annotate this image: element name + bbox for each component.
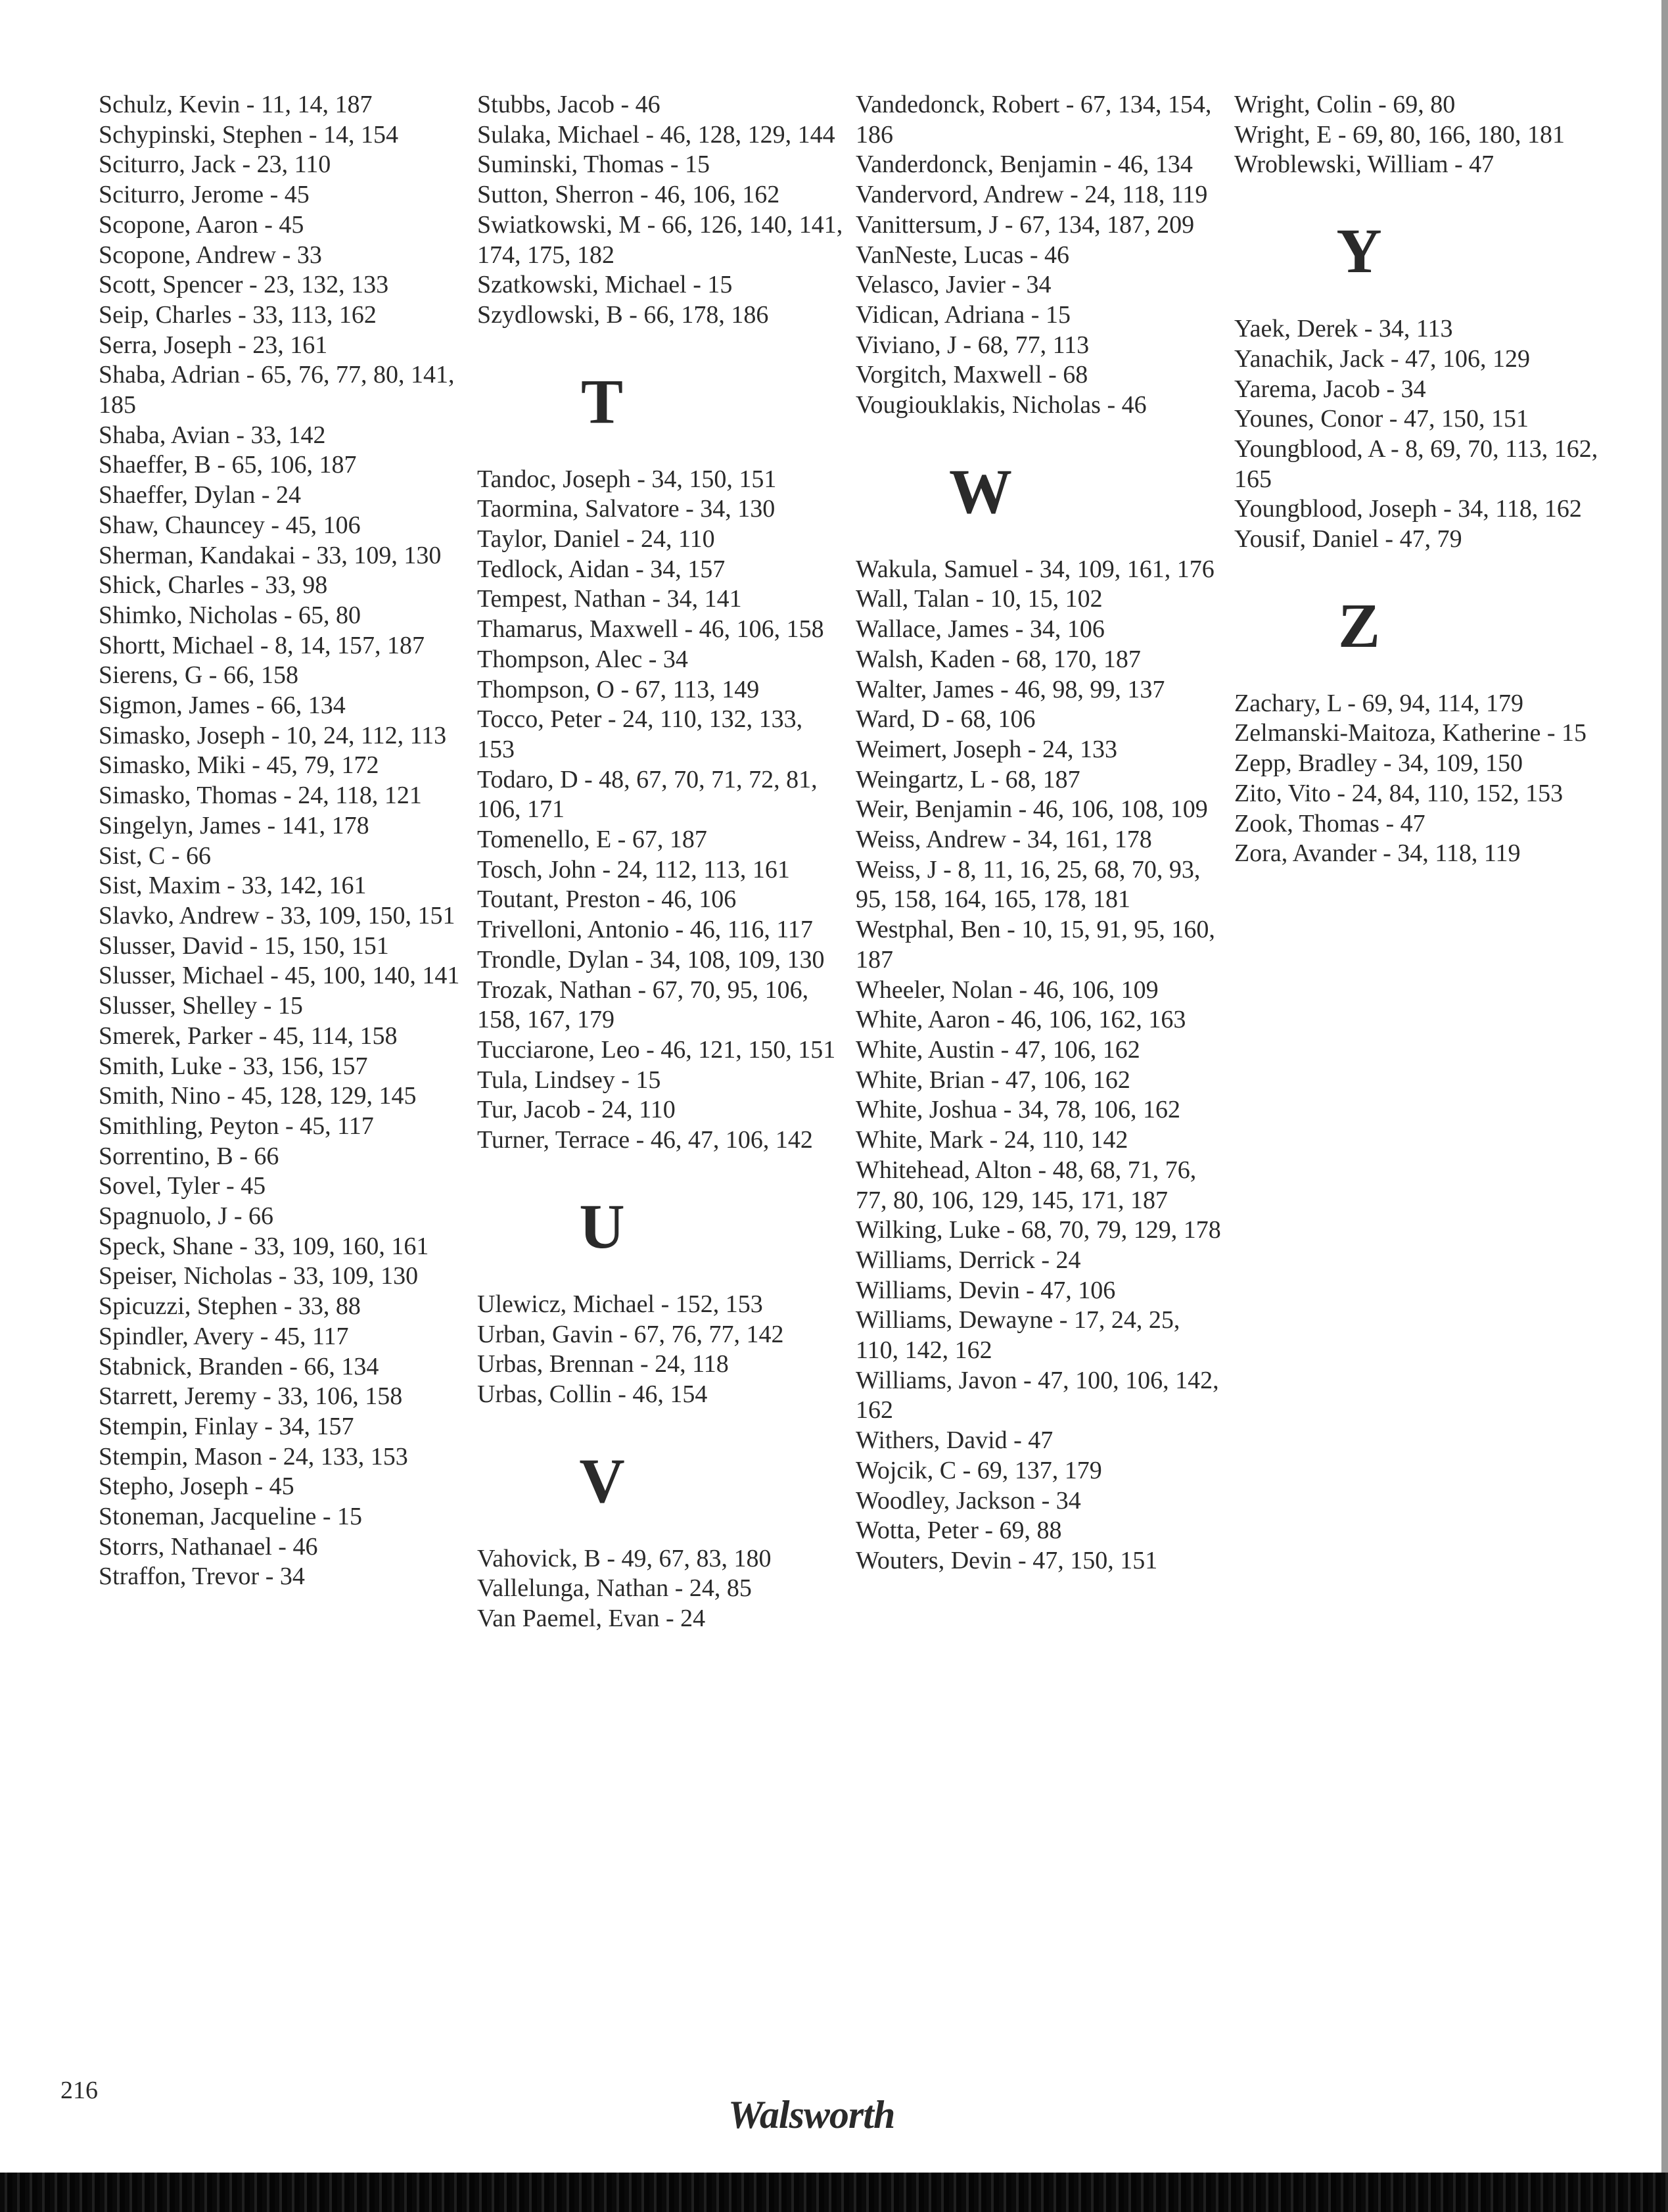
index-entry: Thompson, Alec - 34 [477, 645, 688, 673]
index-entry: Wheeler, Nolan - 46, 106, 109 [856, 976, 1159, 1004]
index-entry: Vougiouklakis, Nicholas - 46 [856, 391, 1147, 419]
index-entry: Wouters, Devin - 47, 150, 151 [856, 1546, 1158, 1574]
index-entry: Simasko, Miki - 45, 79, 172 [99, 751, 379, 780]
index-entry: Todaro, D - 48, 67, 70, 71, 72, 81, 106, 171 [477, 765, 818, 824]
index-entry: Vallelunga, Nathan - 24, 85 [477, 1574, 752, 1603]
index-entry: Trozak, Nathan - 67, 70, 95, 106, 158, 167, 179 [477, 976, 809, 1034]
index-entry: Suminski, Thomas - 15 [477, 151, 710, 179]
index-entry: Weimert, Joseph - 24, 133 [856, 735, 1117, 763]
index-entry: Yanachik, Jack - 47, 106, 129 [1234, 344, 1530, 373]
index-entry: Youngblood, A - 8, 69, 70, 113, 162, 165 [1234, 435, 1598, 493]
index-entry: Zepp, Bradley - 34, 109, 150 [1234, 749, 1523, 778]
index-entry: Tosch, John - 24, 112, 113, 161 [477, 855, 790, 883]
index-entry: Scott, Spencer - 23, 132, 133 [99, 271, 389, 299]
index-entry: Vandedonck, Robert - 67, 134, 154, 186 [856, 91, 1212, 149]
index-entry: Tucciarone, Leo - 46, 121, 150, 151 [477, 1035, 836, 1064]
index-entry: Van Paemel, Evan - 24 [477, 1605, 706, 1633]
index-entry: Weir, Benjamin - 46, 106, 108, 109 [856, 795, 1208, 824]
index-entry: Speck, Shane - 33, 109, 160, 161 [99, 1232, 429, 1260]
index-entry: Smithling, Peyton - 45, 117 [99, 1112, 374, 1140]
index-entry: Szatkowski, Michael - 15 [477, 271, 733, 299]
index-entry: Singelyn, James - 141, 178 [99, 811, 369, 839]
index-entry: Vorgitch, Maxwell - 68 [856, 361, 1088, 389]
index-entry: Swiatkowski, M - 66, 126, 140, 141, 174, 175, 182 [477, 210, 843, 269]
index-entry: Simasko, Joseph - 10, 24, 112, 113 [99, 721, 447, 749]
index-entry: Scopone, Aaron - 45 [99, 210, 304, 239]
index-entry: Tandoc, Joseph - 34, 150, 151 [477, 465, 777, 493]
index-entry: Taormina, Salvatore - 34, 130 [477, 495, 776, 523]
index-entry: Schulz, Kevin - 11, 14, 187 [99, 91, 373, 118]
index-entry: Whitehead, Alton - 48, 68, 71, 76, 77, 80, 106, 129, 145, 171, 187 [856, 1156, 1197, 1214]
index-entry: Vanderdonck, Benjamin - 46, 134 [856, 151, 1193, 179]
index-entry: Storrs, Nathanael - 46 [99, 1532, 318, 1561]
index-entry: Sierens, G - 66, 158 [99, 661, 298, 690]
section-letter-heading: Y [1336, 216, 1382, 287]
index-entry: Shaba, Adrian - 65, 76, 77, 80, 141, 185 [99, 361, 455, 419]
index-entry: White, Aaron - 46, 106, 162, 163 [856, 1006, 1186, 1034]
index-entry: Woodley, Jackson - 34 [856, 1486, 1081, 1515]
index-entry: Weiss, Andrew - 34, 161, 178 [856, 826, 1152, 854]
index-entry: Zora, Avander - 34, 118, 119 [1234, 839, 1521, 868]
index-entry: White, Mark - 24, 110, 142 [856, 1126, 1128, 1154]
index-entry: Speiser, Nicholas - 33, 109, 130 [99, 1262, 419, 1290]
index-entry: Tur, Jacob - 24, 110 [477, 1096, 676, 1124]
index-entry: Sherman, Kandakai - 33, 109, 130 [99, 541, 442, 569]
index-entry: Zito, Vito - 24, 84, 110, 152, 153 [1234, 779, 1564, 807]
index-column-2 [477, 90, 845, 1634]
index-entry: Slusser, Michael - 45, 100, 140, 141 [99, 962, 460, 990]
index-entry: Younes, Conor - 47, 150, 151 [1234, 405, 1529, 433]
index-entry: Shick, Charles - 33, 98 [99, 571, 328, 600]
index-entry: Stubbs, Jacob - 46 [477, 91, 660, 118]
index-entry: Shimko, Nicholas - 65, 80 [99, 601, 361, 629]
index-entry: Yaek, Derek - 34, 113 [1234, 315, 1453, 343]
index-entry: Sulaka, Michael - 46, 128, 129, 144 [477, 120, 835, 149]
index-entry: Weingartz, L - 68, 187 [856, 765, 1080, 793]
index-entry: Sovel, Tyler - 45 [99, 1172, 266, 1200]
index-entry: Schypinski, Stephen - 14, 154 [99, 120, 398, 149]
index-entry: Simasko, Thomas - 24, 118, 121 [99, 782, 422, 810]
index-entry: Thompson, O - 67, 113, 149 [477, 675, 760, 703]
index-entry: Stempin, Mason - 24, 133, 153 [99, 1442, 408, 1471]
index-entry: White, Joshua - 34, 78, 106, 162 [856, 1096, 1180, 1124]
index-entry: Vidican, Adriana - 15 [856, 300, 1071, 329]
index-entry: Serra, Joseph - 23, 161 [99, 331, 328, 359]
section-letter-heading: U [579, 1190, 625, 1261]
index-entry: Sist, C - 66 [99, 841, 212, 870]
index-entry: Yarema, Jacob - 34 [1234, 375, 1426, 403]
index-entry: Tedlock, Aidan - 34, 157 [477, 555, 726, 583]
index-entry: Shaw, Chauncey - 45, 106 [99, 511, 361, 539]
index-entry: Tempest, Nathan - 34, 141 [477, 585, 742, 613]
index-entry: Scopone, Andrew - 33 [99, 241, 322, 269]
index-column-3 [856, 90, 1224, 1576]
index-entry: Smerek, Parker - 45, 114, 158 [99, 1022, 398, 1050]
index-entry: Spicuzzi, Stephen - 33, 88 [99, 1292, 361, 1321]
section-letter-heading: V [579, 1445, 625, 1516]
index-entry: Sciturro, Jerome - 45 [99, 181, 310, 209]
index-entry: Wojcik, C - 69, 137, 179 [856, 1456, 1102, 1484]
index-entry: Sigmon, James - 66, 134 [99, 692, 346, 720]
index-entry: Toutant, Preston - 46, 106 [477, 885, 737, 914]
index-entry: Taylor, Daniel - 24, 110 [477, 525, 715, 553]
index-entry: Youngblood, Joseph - 34, 118, 162 [1234, 495, 1582, 523]
index-entry: Wall, Talan - 10, 15, 102 [856, 585, 1103, 613]
index-entry: Smith, Luke - 33, 156, 157 [99, 1052, 368, 1080]
index-entry: Szydlowski, B - 66, 178, 186 [477, 300, 769, 329]
index-entry: Shaeffer, Dylan - 24 [99, 481, 302, 509]
index-entry: Urbas, Collin - 46, 154 [477, 1380, 708, 1408]
index-entry: Zook, Thomas - 47 [1234, 809, 1425, 837]
index-entry: Sist, Maxim - 33, 142, 161 [99, 872, 367, 900]
index-entry: Walsh, Kaden - 68, 170, 187 [856, 645, 1141, 673]
section-letter-heading: W [949, 456, 1012, 527]
index-entry: Zelmanski-Maitoza, Katherine - 15 [1234, 719, 1587, 747]
index-entry: White, Brian - 47, 106, 162 [856, 1066, 1130, 1094]
index-column-4 [1234, 90, 1602, 869]
index-entry: Starrett, Jeremy - 33, 106, 158 [99, 1382, 403, 1411]
index-entry: Shaeffer, B - 65, 106, 187 [99, 451, 357, 479]
index-entry: Williams, Derrick - 24 [856, 1246, 1081, 1274]
index-entry: VanNeste, Lucas - 46 [856, 241, 1070, 269]
index-entry: Wakula, Samuel - 34, 109, 161, 176 [856, 555, 1215, 583]
page-number: 216 [60, 2077, 98, 2104]
index-entry: Vandervord, Andrew - 24, 118, 119 [856, 181, 1208, 209]
index-column-1 [99, 90, 467, 1592]
index-entry: Stoneman, Jacqueline - 15 [99, 1503, 363, 1531]
index-entry: Walter, James - 46, 98, 99, 137 [856, 675, 1165, 703]
publisher-logo: Walsworth [728, 2093, 895, 2136]
index-entry: Turner, Terrace - 46, 47, 106, 142 [477, 1126, 813, 1154]
index-entry: Westphal, Ben - 10, 15, 91, 95, 160, 187 [856, 916, 1215, 974]
index-entry: Williams, Javon - 47, 100, 106, 142, 162 [856, 1366, 1219, 1424]
index-entry: Wroblewski, William - 47 [1234, 151, 1494, 179]
index-entry: Urban, Gavin - 67, 76, 77, 142 [477, 1320, 784, 1348]
index-entry: Stepho, Joseph - 45 [99, 1472, 294, 1501]
index-entry: Sutton, Sherron - 46, 106, 162 [477, 181, 780, 209]
index-entry: Williams, Devin - 47, 106 [856, 1276, 1116, 1304]
index-entry: Spindler, Avery - 45, 117 [99, 1322, 349, 1350]
index-entry: Slusser, Shelley - 15 [99, 992, 303, 1020]
index-entry: Slusser, David - 15, 150, 151 [99, 931, 389, 960]
index-entry: Williams, Dewayne - 17, 24, 25, 110, 142, 162 [856, 1306, 1180, 1365]
index-entry: Trondle, Dylan - 34, 108, 109, 130 [477, 945, 825, 974]
index-entry: Urbas, Brennan - 24, 118 [477, 1350, 729, 1378]
index-entry: Spagnuolo, J - 66 [99, 1202, 273, 1231]
index-entry: Vahovick, B - 49, 67, 83, 180 [477, 1544, 772, 1572]
index-entry: Viviano, J - 68, 77, 113 [856, 331, 1090, 359]
index-entry: Tocco, Peter - 24, 110, 132, 133, 153 [477, 705, 803, 763]
index-entry: Sciturro, Jack - 23, 110 [99, 151, 331, 179]
index-entry: Trivelloni, Antonio - 46, 116, 117 [477, 916, 813, 944]
index-entry: Withers, David - 47 [856, 1426, 1054, 1455]
page-right-edge [1661, 0, 1668, 2176]
index-entry: Ulewicz, Michael - 152, 153 [477, 1290, 763, 1318]
index-entry: Wotta, Peter - 69, 88 [856, 1517, 1062, 1545]
index-entry: Straffon, Trevor - 34 [99, 1563, 305, 1591]
index-entry: Vanittersum, J - 67, 134, 187, 209 [856, 210, 1195, 239]
index-entry: Smith, Nino - 45, 128, 129, 145 [99, 1082, 417, 1110]
index-entry: Slavko, Andrew - 33, 109, 150, 151 [99, 901, 455, 930]
section-letter-heading: Z [1337, 590, 1381, 661]
index-entry: Zachary, L - 69, 94, 114, 179 [1234, 689, 1524, 717]
index-entry: Yousif, Daniel - 47, 79 [1234, 525, 1462, 553]
index-entry: White, Austin - 47, 106, 162 [856, 1035, 1140, 1064]
index-entry: Wallace, James - 34, 106 [856, 615, 1105, 644]
index-entry: Wilking, Luke - 68, 70, 79, 129, 178 [856, 1216, 1221, 1244]
index-entry: Stempin, Finlay - 34, 157 [99, 1412, 354, 1440]
index-entry: Shortt, Michael - 8, 14, 157, 187 [99, 631, 425, 659]
index-entry: Weiss, J - 8, 11, 16, 25, 68, 70, 93, 95, 158, 164, 165, 178, 181 [856, 855, 1201, 914]
index-entry: Tula, Lindsey - 15 [477, 1066, 661, 1094]
index-entry: Thamarus, Maxwell - 46, 106, 158 [477, 615, 824, 644]
section-letter-heading: T [580, 365, 624, 436]
index-entry: Tomenello, E - 67, 187 [477, 826, 707, 854]
index-entry: Shaba, Avian - 33, 142 [99, 421, 326, 449]
index-entry: Seip, Charles - 33, 113, 162 [99, 300, 377, 329]
index-entry: Velasco, Javier - 34 [856, 271, 1052, 299]
index-entry: Wright, Colin - 69, 80 [1234, 91, 1456, 118]
index-entry: Ward, D - 68, 106 [856, 705, 1036, 734]
index-entry: Wright, E - 69, 80, 166, 180, 181 [1234, 120, 1565, 149]
scan-bottom-band [0, 2173, 1668, 2212]
index-entry: Stabnick, Branden - 66, 134 [99, 1352, 379, 1380]
index-entry: Sorrentino, B - 66 [99, 1142, 279, 1170]
